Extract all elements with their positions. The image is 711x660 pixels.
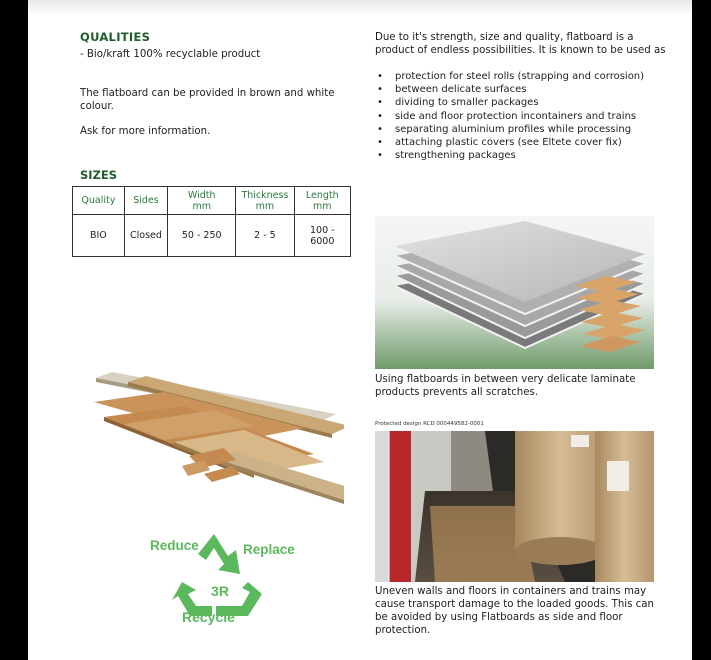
top-shade bbox=[28, 0, 692, 16]
list-item: • strengthening packages bbox=[375, 149, 644, 162]
document-page bbox=[28, 0, 692, 660]
list-item: • dividing to smaller packages bbox=[375, 96, 644, 109]
sizes-table bbox=[72, 186, 351, 257]
cell-thickness: 2 - 5 bbox=[236, 215, 294, 257]
3r-recycle-logo bbox=[116, 530, 316, 630]
container-photo bbox=[375, 431, 654, 582]
header-length: Length mm bbox=[294, 187, 350, 215]
photo2-caption: Uneven walls and floors in containers and trains may cause transport damage to the loaded goods. This can be avoided by using Flatboards as side and floor protection. bbox=[375, 586, 654, 636]
qualities-heading: QUALITIES bbox=[80, 30, 151, 44]
qualities-item: - Bio/kraft 100% recyclable product bbox=[80, 49, 261, 60]
logo-replace: Replace bbox=[243, 542, 295, 557]
logo-3r: 3R bbox=[211, 583, 229, 599]
list-item: • side and floor protection incontainers and trains bbox=[375, 110, 644, 123]
uses-intro: Due to it's strength, size and quality, flatboard is a product of endless possibilities. It is known to be used as bbox=[375, 32, 666, 56]
protected-design-note: Protected design RCD 000449582-0001 bbox=[375, 421, 484, 427]
logo-reduce: Reduce bbox=[150, 538, 199, 553]
list-item: • between delicate surfaces bbox=[375, 83, 644, 96]
cell-width: 50 - 250 bbox=[168, 215, 236, 257]
logo-recycle: Recycle bbox=[182, 609, 235, 625]
flatboards-illustration bbox=[64, 362, 344, 512]
table-header-row bbox=[73, 187, 351, 215]
photo1-caption: Using flatboards in between very delicate laminate products prevents all scratches. bbox=[375, 374, 636, 398]
header-quality: Quality bbox=[73, 187, 125, 215]
cell-length: 100 - 6000 bbox=[294, 215, 350, 257]
uses-list bbox=[375, 70, 644, 162]
cell-sides: Closed bbox=[124, 215, 167, 257]
table-row bbox=[73, 215, 351, 257]
laminate-stack-photo bbox=[375, 216, 654, 369]
header-sides: Sides bbox=[124, 187, 167, 215]
colour-note: The flatboard can be provided in brown and white colour. bbox=[80, 88, 335, 112]
sizes-heading: SIZES bbox=[80, 168, 118, 182]
header-thickness: Thickness mm bbox=[236, 187, 294, 215]
ask-info: Ask for more information. bbox=[80, 126, 211, 137]
list-item: • separating aluminium profiles while processing bbox=[375, 123, 644, 136]
cell-quality: BIO bbox=[73, 215, 125, 257]
list-item: • protection for steel rolls (strapping and corrosion) bbox=[375, 70, 644, 83]
header-width: Width mm bbox=[168, 187, 236, 215]
list-item: • attaching plastic covers (see Eltete cover fix) bbox=[375, 136, 644, 149]
